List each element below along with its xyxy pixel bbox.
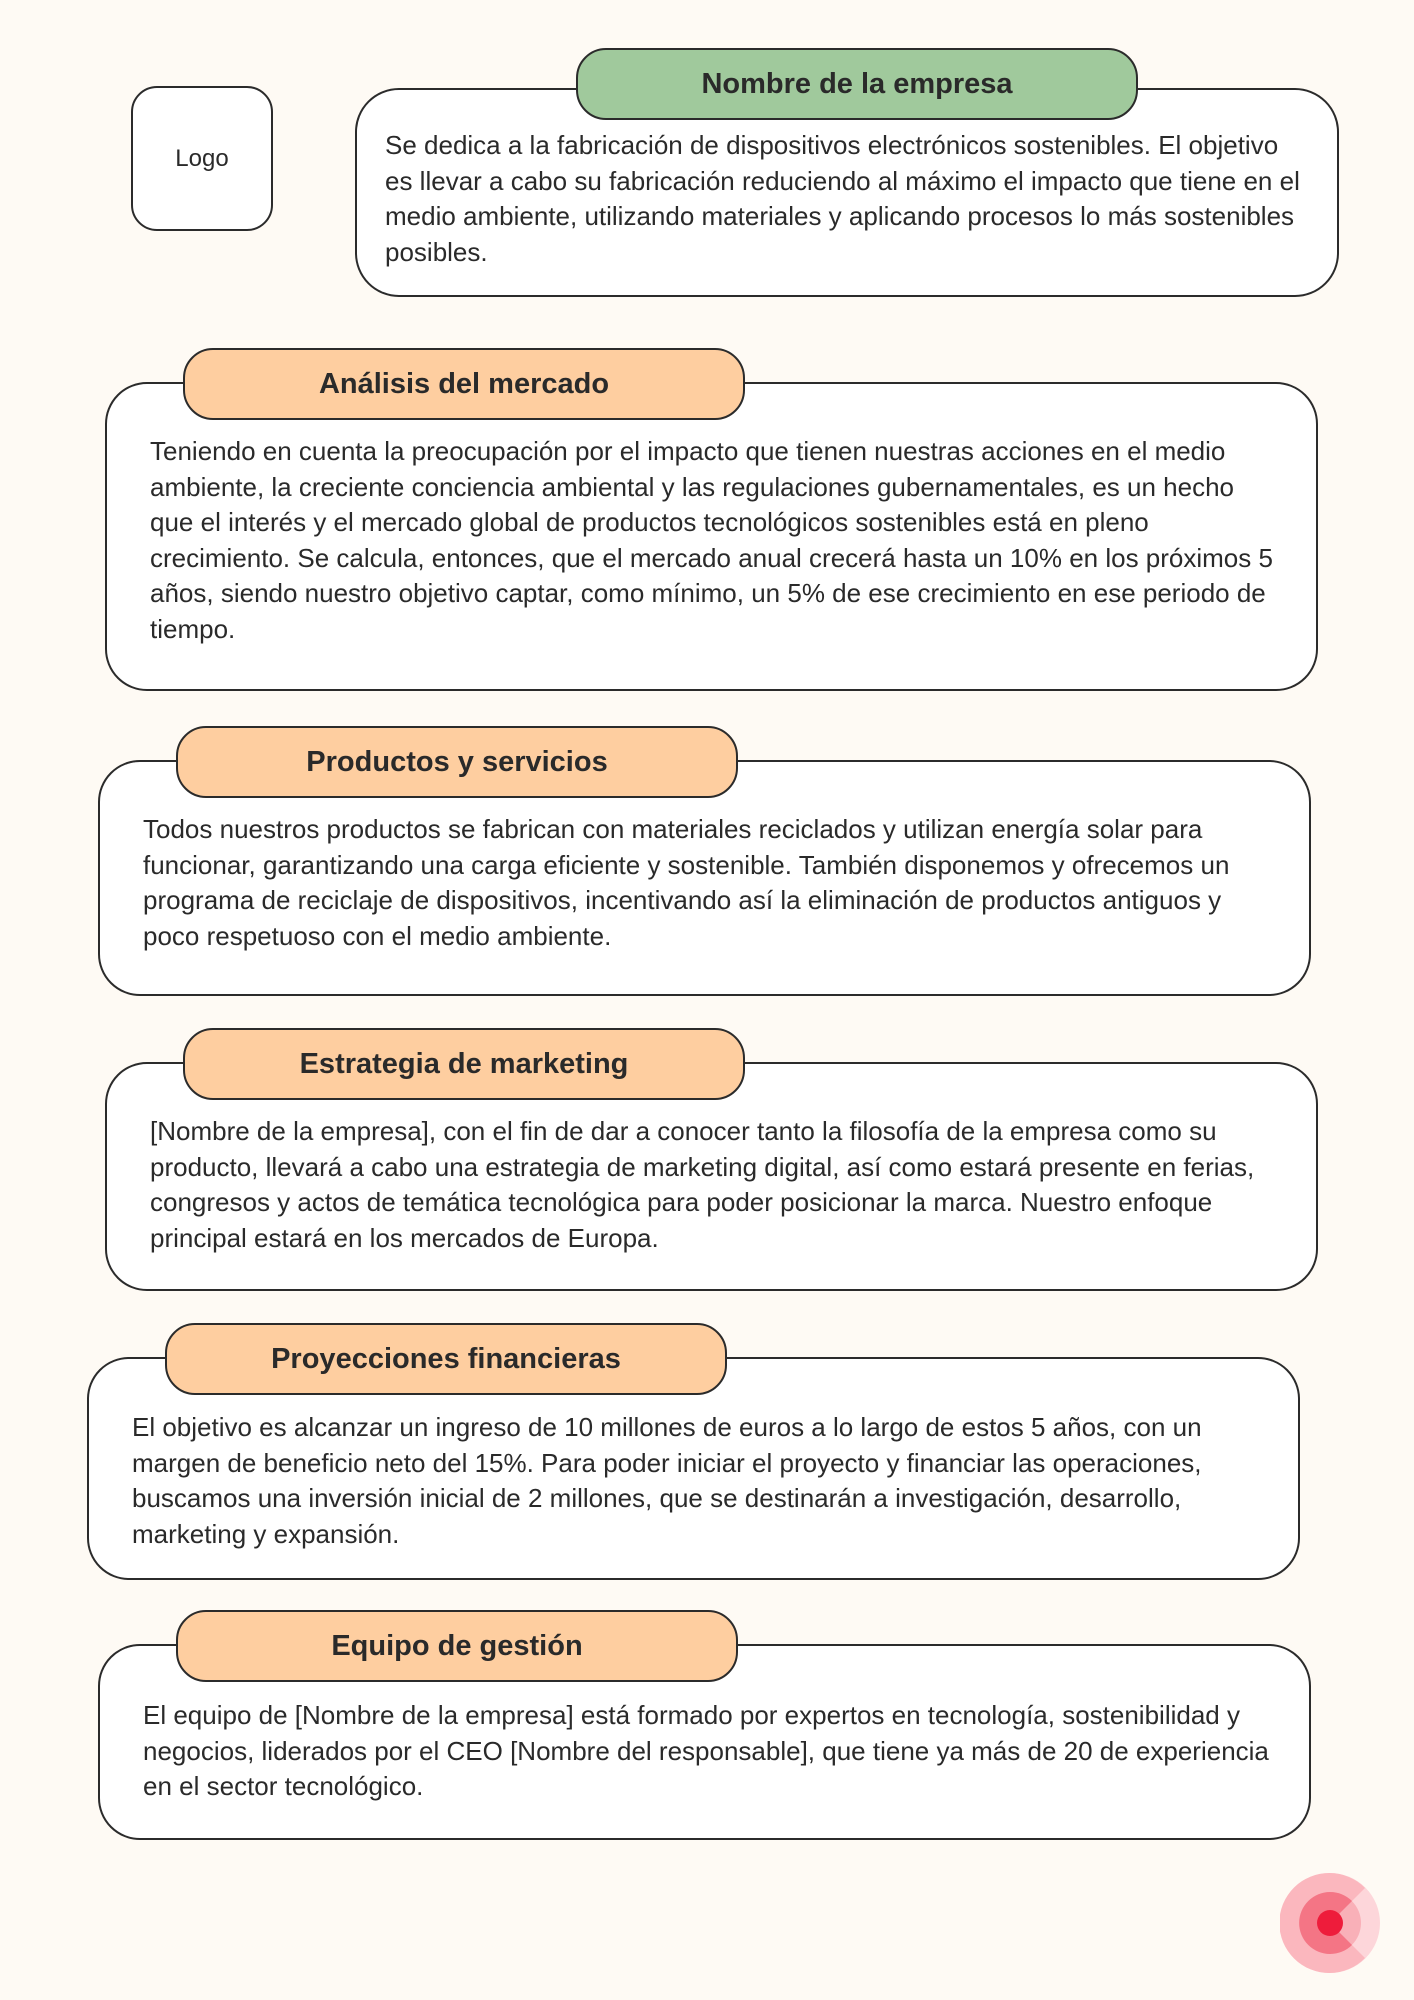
- market-analysis-text: Teniendo en cuenta la preocupación por el impacto que tienen nuestras acciones en el medio ambiente, la creciente conciencia ambiental y las regulaciones gubernamentales, es un hecho que el interés y el mercado global de productos tecnológicos sostenibles está en pleno crecimiento. Se calcula, entonces, que el mercado anual crecerá hasta un 10% en los próximos 5 años, siendo nuestro objetivo captar, como mínimo, un 5% de ese crecimiento en ese periodo de tiempo.: [150, 436, 1273, 644]
- products-services-text: Todos nuestros productos se fabrican con materiales reciclados y utilizan energía solar para funcionar, garantizando una carga eficiente y sostenible. También disponemos y ofrecemos un programa de reciclaje de dispositivos, incentivando así la eliminación de productos antiguos y poco respetuoso con el medio ambiente.: [143, 814, 1230, 951]
- marketing-strategy-text: [Nombre de la empresa], con el fin de dar a conocer tanto la filosofía de la empresa como su producto, llevará a cabo una estrategia de marketing digital, así como estará presente en ferias, congresos y actos de temática tecnológica para poder posicionar la marca. Nuestro enfoque principal estará en los mercados de Europa.: [150, 1116, 1255, 1253]
- management-team-text: El equipo de [Nombre de la empresa] está formado por expertos en tecnología, sostenibilidad y negocios, liderados por el CEO [Nombre del responsable], que tiene ya más de 20 de experiencia en el sector tecnológico.: [143, 1700, 1269, 1801]
- logo-placeholder: [131, 86, 273, 231]
- company-name-title: Nombre de la empresa: [701, 67, 1013, 100]
- company-name-header: [576, 48, 1138, 120]
- logo-label: Logo: [175, 144, 229, 172]
- products-services-title: Productos y servicios: [306, 745, 608, 778]
- financial-projections-text: El objetivo es alcanzar un ingreso de 10 millones de euros a lo largo de estos 5 años, con un margen de beneficio neto del 15%. Para poder iniciar el proyecto y financiar las operaciones, buscamos una inversión inicial de 2 millones, que se destinarán a investigación, desarrollo, marketing y expansión.: [132, 1412, 1202, 1549]
- financial-projections-header: [165, 1323, 727, 1395]
- products-services-header: [176, 726, 738, 798]
- financial-projections-title: Proyecciones financieras: [271, 1342, 621, 1375]
- target-icon: [1280, 1873, 1380, 1973]
- market-analysis-title: Análisis del mercado: [318, 367, 610, 400]
- company-description-text: Se dedica a la fabricación de dispositivos electrónicos sostenibles. El objetivo es llevar a cabo su fabricación reduciendo al máximo el impacto que tiene en el medio ambiente, utilizando materiales y aplicando procesos lo más sostenibles posibles.: [385, 130, 1300, 267]
- management-team-header: [176, 1610, 738, 1682]
- marketing-strategy-title: Estrategia de marketing: [299, 1047, 629, 1080]
- management-team-title: Equipo de gestión: [331, 1629, 583, 1662]
- market-analysis-header: [183, 348, 745, 420]
- marketing-strategy-header: [183, 1028, 745, 1100]
